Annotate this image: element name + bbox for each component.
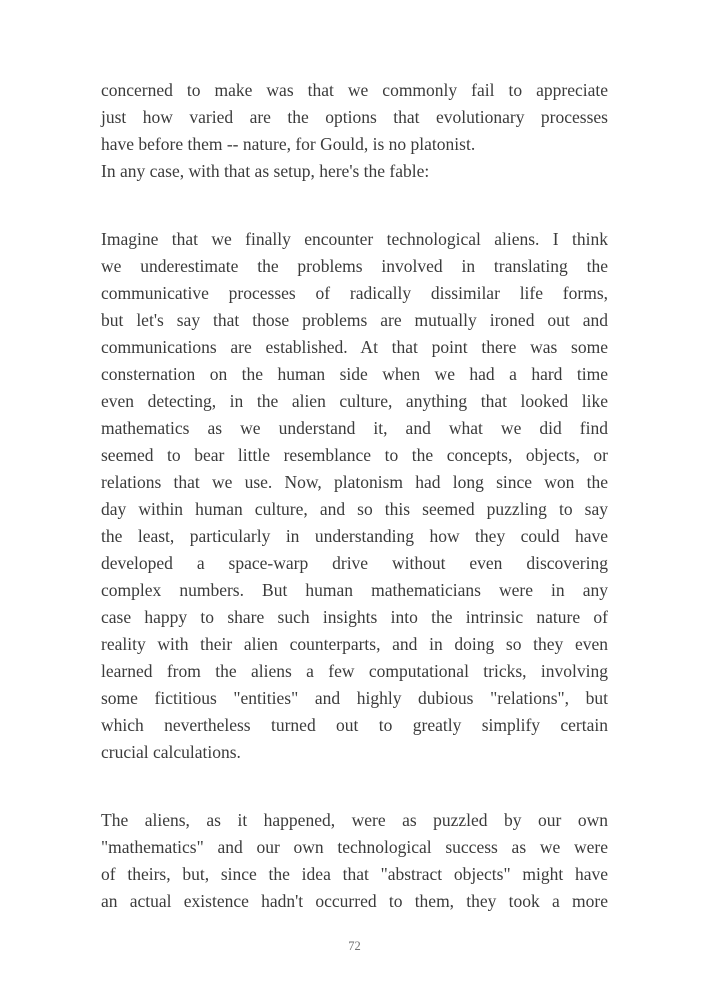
paragraph-2 (101, 158, 608, 185)
text-line: day within human culture, and so this seemed puzzling to say (101, 499, 608, 519)
text-line: reality with their alien counterparts, and in doing so they even (101, 634, 608, 654)
text-line: "mathematics" and our own technological success as we were (101, 837, 608, 857)
text-line: case happy to share such insights into the intrinsic nature of (101, 607, 608, 627)
text-line: developed a space-warp drive without even discovering (101, 553, 608, 573)
page-number: 72 (348, 939, 361, 953)
text-line: consternation on the human side when we had a hard time (101, 364, 608, 384)
paragraph-3 (101, 226, 608, 766)
text-line: have before them -- nature, for Gould, is no platonist. (101, 134, 476, 154)
text-line: the least, particularly in understanding how they could have (101, 526, 608, 546)
text-line: of theirs, but, since the idea that "abstract objects" might have (101, 864, 608, 884)
text-line: mathematics as we understand it, and what we did find (101, 418, 608, 438)
text-line: concerned to make was that we commonly fail to appreciate (101, 80, 608, 100)
text-line: complex numbers. But human mathematicians were in any (101, 580, 608, 600)
text-line: an actual existence hadn't occurred to them, they took a more (101, 891, 608, 911)
text-line: some fictitious "entities" and highly dubious "relations", but (101, 688, 608, 708)
paragraph-4 (101, 807, 608, 915)
text-line: communicative processes of radically dissimilar life forms, (101, 283, 608, 303)
text-line: Imagine that we finally encounter technological aliens. I think (101, 229, 608, 249)
text-line: just how varied are the options that evolutionary processes (101, 107, 608, 127)
text-line: learned from the aliens a few computational tricks, involving (101, 661, 608, 681)
text-line: but let's say that those problems are mutually ironed out and (101, 310, 608, 330)
text-line: relations that we use. Now, platonism had long since won the (101, 472, 608, 492)
text-line: even detecting, in the alien culture, anything that looked like (101, 391, 608, 411)
text-line: In any case, with that as setup, here's the fable: (101, 161, 430, 181)
text-line: seemed to bear little resemblance to the concepts, objects, or (101, 445, 608, 465)
text-line: The aliens, as it happened, were as puzzled by our own (101, 810, 608, 830)
text-block (101, 77, 608, 915)
text-line: communications are established. At that point there was some (101, 337, 608, 357)
text-line: we underestimate the problems involved in translating the (101, 256, 608, 276)
paragraph-1 (101, 77, 608, 158)
text-line: which nevertheless turned out to greatly simplify certain (101, 715, 608, 735)
text-line: crucial calculations. (101, 742, 241, 762)
